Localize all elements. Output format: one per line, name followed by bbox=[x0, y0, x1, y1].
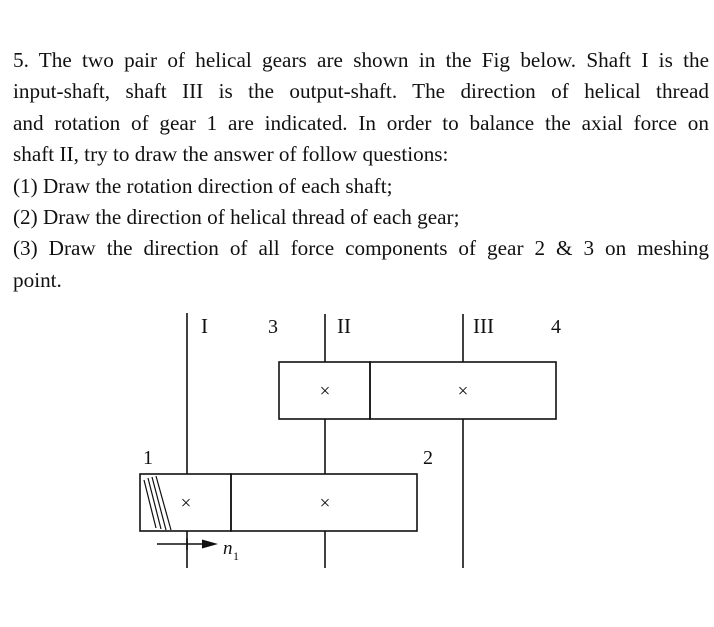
shaft-label-i: I bbox=[201, 314, 208, 338]
question-intro-line-3: and rotation of gear 1 are indicated. In order to balance the axial force on bbox=[13, 110, 709, 135]
question-intro-line-4: shaft II, try to draw the answer of follow questions: bbox=[13, 142, 449, 167]
shaft-label-ii: II bbox=[337, 314, 351, 338]
question-part-1: (1) Draw the rotation direction of each shaft; bbox=[13, 173, 393, 198]
gear-3-center-mark: × bbox=[319, 381, 331, 402]
gear-4-center-mark: × bbox=[457, 381, 469, 402]
speed-label-subscript: 1 bbox=[233, 549, 239, 563]
question-intro-line-1: 5. The two pair of helical gears are shown in the Fig below. Shaft I is the bbox=[13, 48, 709, 72]
gear-1-center-mark: × bbox=[180, 493, 192, 514]
speed-label-n: n bbox=[223, 538, 233, 559]
shaft-label-iii: III bbox=[473, 314, 494, 338]
gear-label-1: 1 bbox=[143, 447, 153, 469]
gear-label-2: 2 bbox=[423, 447, 433, 469]
gear-1-helix-hatching bbox=[144, 476, 171, 530]
rotation-arrow-icon bbox=[202, 540, 218, 549]
gear-label-4: 4 bbox=[551, 316, 561, 338]
gear-label-3: 3 bbox=[268, 316, 278, 338]
question-part-3-line-1: (3) Draw the direction of all force components of gear 2 & 3 on meshing bbox=[13, 236, 709, 261]
gear-2-center-mark: × bbox=[319, 493, 331, 514]
question-intro-line-2: input-shaft, shaft III is the output-shaft. The direction of helical thread bbox=[13, 79, 709, 104]
question-part-2: (2) Draw the direction of helical thread of each gear; bbox=[13, 205, 460, 230]
question-part-3-line-2: point. bbox=[13, 267, 62, 292]
